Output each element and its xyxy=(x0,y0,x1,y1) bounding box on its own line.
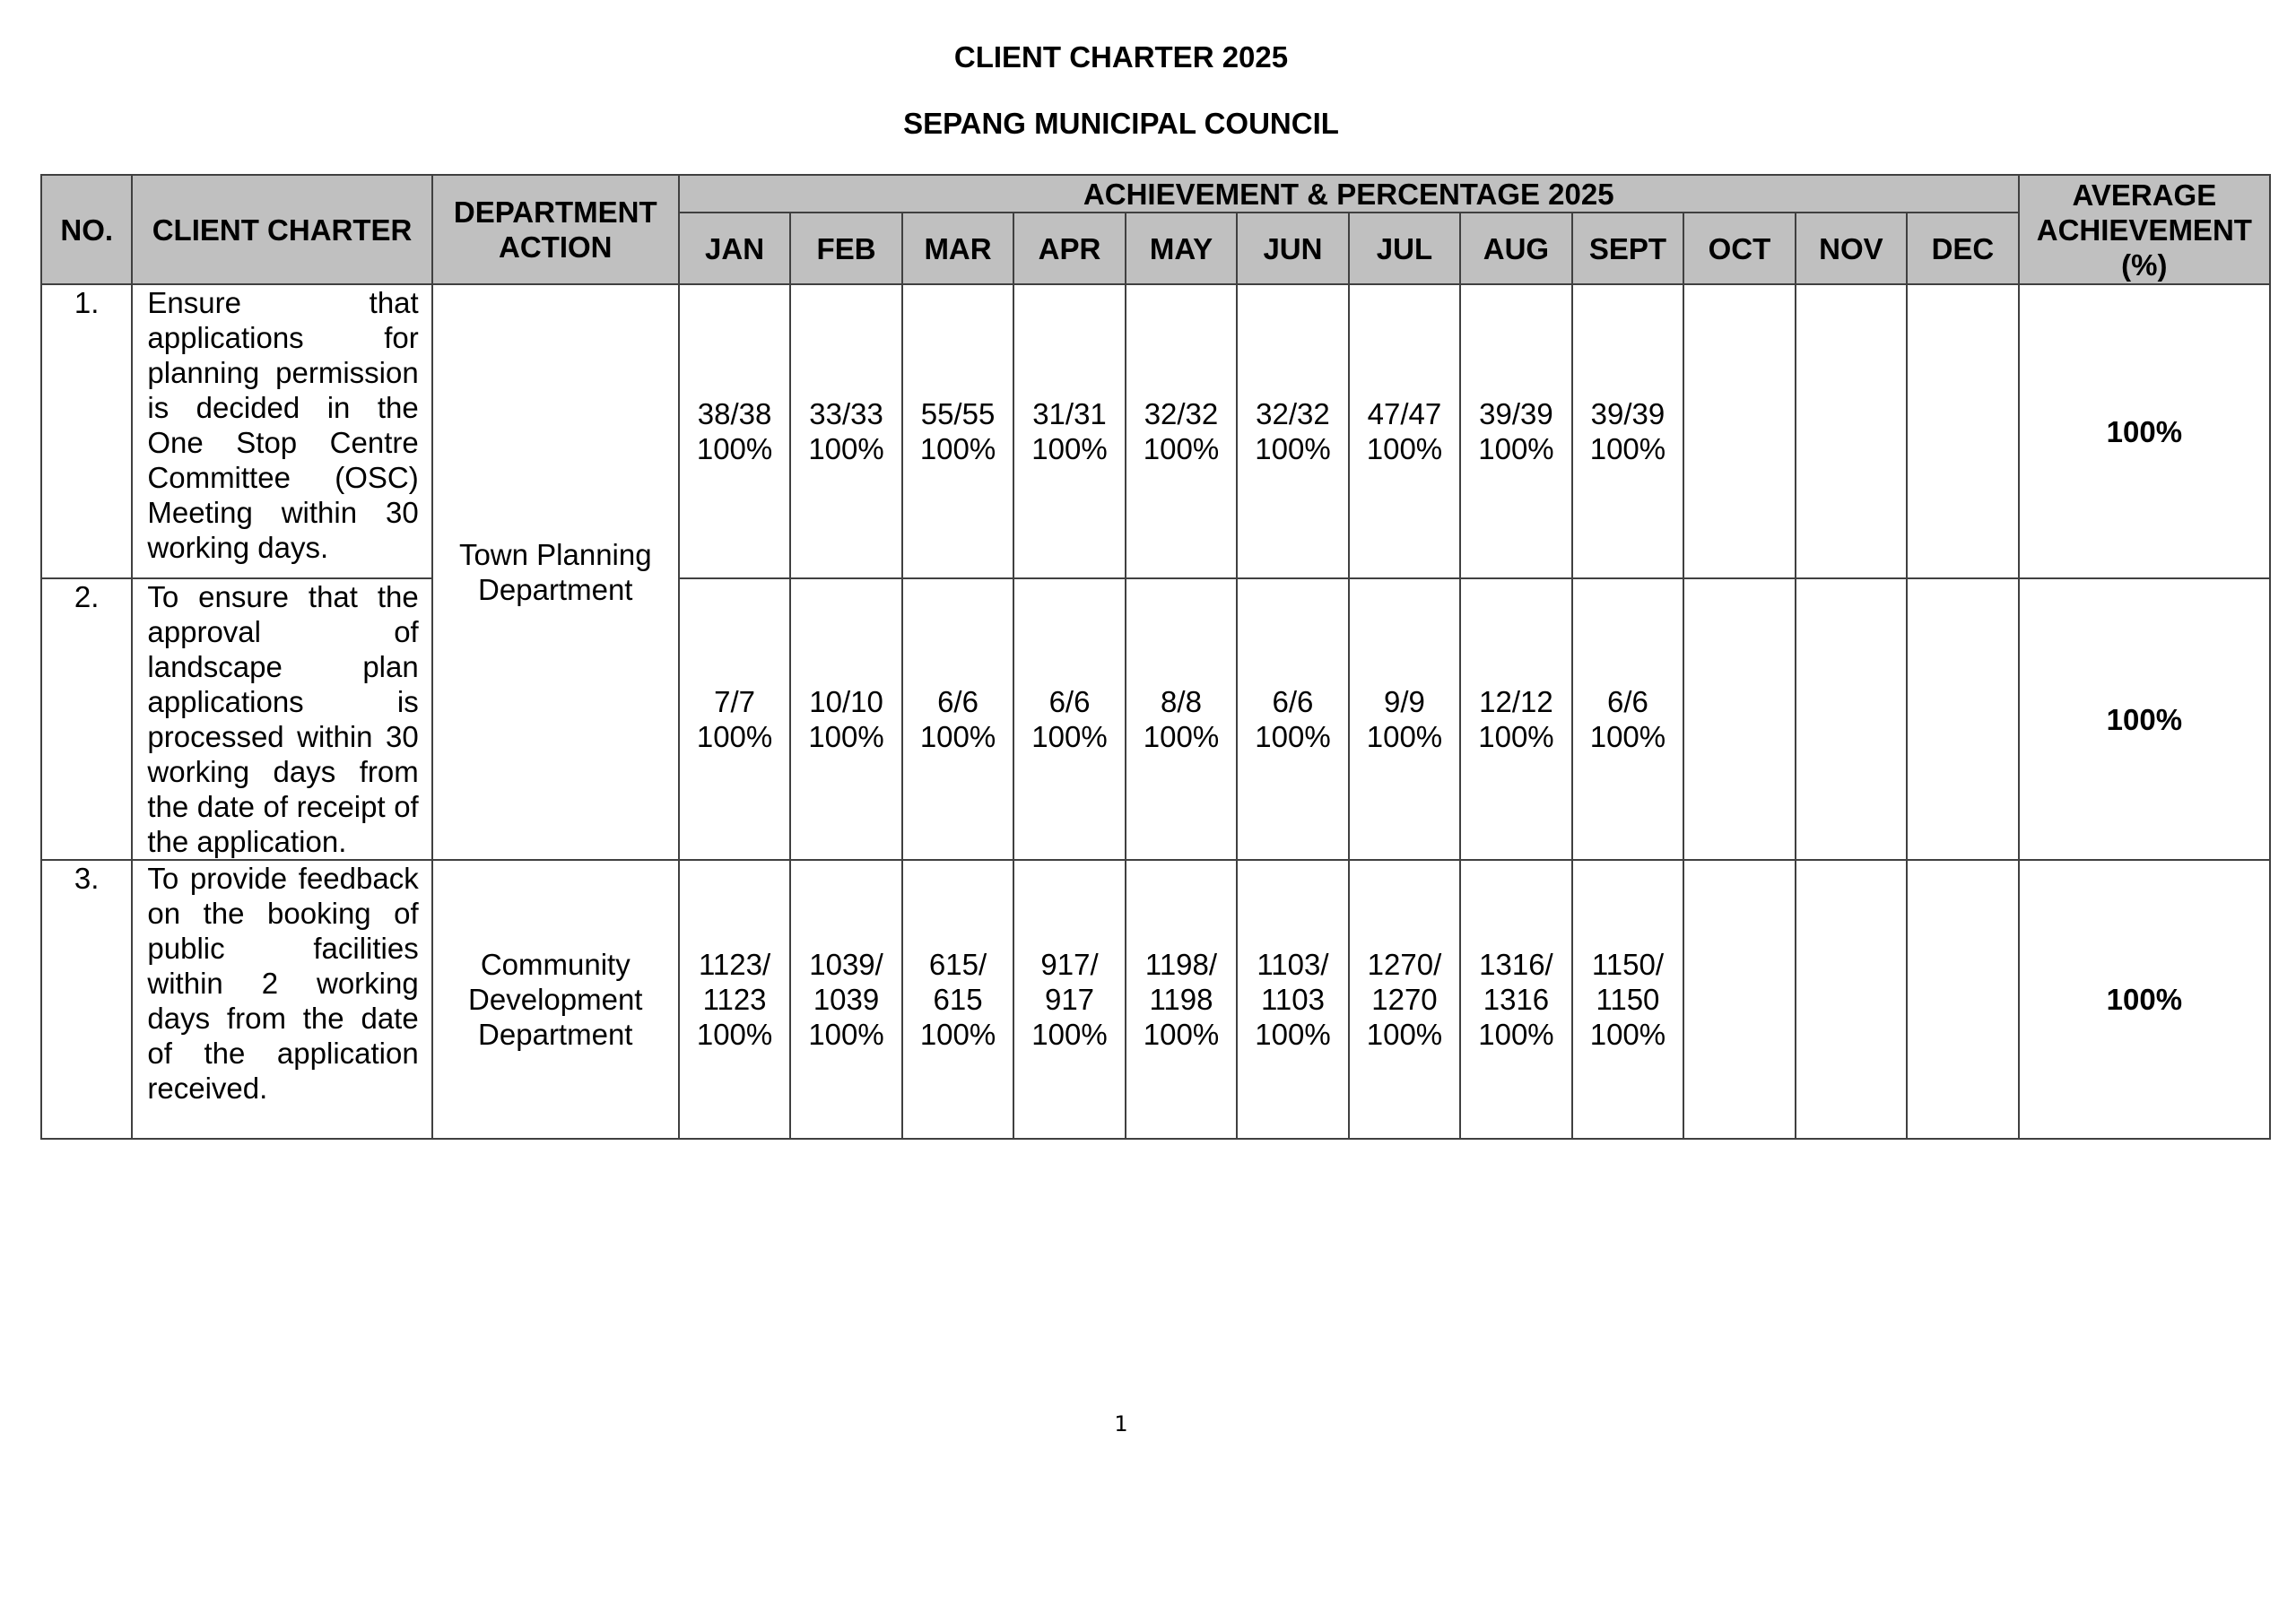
month-cell: 8/8 100% xyxy=(1126,578,1237,860)
department-action: Community Development Department xyxy=(432,860,679,1139)
month-cell: 1039/ 1039 100% xyxy=(790,860,901,1139)
row-number: 3. xyxy=(41,860,132,1139)
month-cell: 39/39 100% xyxy=(1572,284,1683,578)
row-number: 1. xyxy=(41,284,132,578)
month-cell: 1150/ 1150 100% xyxy=(1572,860,1683,1139)
month-cell: 7/7 100% xyxy=(679,578,790,860)
header-client-charter: CLIENT CHARTER xyxy=(132,175,431,284)
client-charter-text: To provide feedback on the booking of public facilities within 2 working days from the date of the application received. xyxy=(132,860,431,1139)
header-month: OCT xyxy=(1683,213,1795,284)
month-cell-empty xyxy=(1683,284,1795,578)
header-month: FEB xyxy=(790,213,901,284)
month-cell-empty xyxy=(1683,578,1795,860)
month-cell-empty xyxy=(1796,860,1907,1139)
client-charter-text: Ensure that applications for planning permission is decided in the One Stop Centre Committee (OSC) Meeting within 30 working days. xyxy=(132,284,431,578)
row-number: 2. xyxy=(41,578,132,860)
month-cell: 38/38 100% xyxy=(679,284,790,578)
header-department-action: DEPARTMENT ACTION xyxy=(432,175,679,284)
header-achievement-group: ACHIEVEMENT & PERCENTAGE 2025 xyxy=(679,175,2019,213)
header-month: JUL xyxy=(1349,213,1460,284)
month-cell-empty xyxy=(1796,578,1907,860)
average-achievement: 100% xyxy=(2019,578,2270,860)
month-cell-empty xyxy=(1907,284,2019,578)
average-achievement: 100% xyxy=(2019,284,2270,578)
month-cell: 6/6 100% xyxy=(902,578,1013,860)
month-cell: 12/12 100% xyxy=(1460,578,1571,860)
month-cell: 1123/ 1123 100% xyxy=(679,860,790,1139)
month-cell: 1103/ 1103 100% xyxy=(1237,860,1348,1139)
header-month: APR xyxy=(1013,213,1125,284)
month-cell: 6/6 100% xyxy=(1013,578,1125,860)
month-cell: 55/55 100% xyxy=(902,284,1013,578)
month-cell: 6/6 100% xyxy=(1572,578,1683,860)
header-month: MAR xyxy=(902,213,1013,284)
table-row xyxy=(41,284,2270,578)
month-cell: 32/32 100% xyxy=(1126,284,1237,578)
month-cell: 47/47 100% xyxy=(1349,284,1460,578)
header-month: JAN xyxy=(679,213,790,284)
month-cell: 1270/ 1270 100% xyxy=(1349,860,1460,1139)
month-cell-empty xyxy=(1683,860,1795,1139)
month-cell-empty xyxy=(1907,860,2019,1139)
month-cell: 917/ 917 100% xyxy=(1013,860,1125,1139)
table-row xyxy=(41,860,2270,1139)
month-cell: 31/31 100% xyxy=(1013,284,1125,578)
month-cell: 615/ 615 100% xyxy=(902,860,1013,1139)
header-no: NO. xyxy=(41,175,132,284)
month-cell: 33/33 100% xyxy=(790,284,901,578)
month-cell: 1198/ 1198 100% xyxy=(1126,860,1237,1139)
client-charter-table xyxy=(40,174,2271,1140)
month-cell: 32/32 100% xyxy=(1237,284,1348,578)
month-cell-empty xyxy=(1796,284,1907,578)
month-cell: 9/9 100% xyxy=(1349,578,1460,860)
header-average-achievement: AVERAGE ACHIEVEMENT (%) xyxy=(2019,175,2270,284)
client-charter-text: To ensure that the approval of landscape plan applications is processed within 30 working days from the date of receipt of the application. xyxy=(132,578,431,860)
page-number: 1 xyxy=(1114,1411,1128,1436)
month-cell: 39/39 100% xyxy=(1460,284,1571,578)
header-month: JUN xyxy=(1237,213,1348,284)
header-month: SEPT xyxy=(1572,213,1683,284)
month-cell: 6/6 100% xyxy=(1237,578,1348,860)
table-row xyxy=(41,578,2270,860)
month-cell-empty xyxy=(1907,578,2019,860)
document-subtitle: SEPANG MUNICIPAL COUNCIL xyxy=(903,107,1339,140)
month-cell: 10/10 100% xyxy=(790,578,901,860)
department-action: Town Planning Department xyxy=(432,284,679,860)
document-title: CLIENT CHARTER 2025 xyxy=(953,40,1289,74)
average-achievement: 100% xyxy=(2019,860,2270,1139)
header-month: NOV xyxy=(1796,213,1907,284)
header-month: MAY xyxy=(1126,213,1237,284)
header-month: AUG xyxy=(1460,213,1571,284)
month-cell: 1316/ 1316 100% xyxy=(1460,860,1571,1139)
header-month: DEC xyxy=(1907,213,2019,284)
